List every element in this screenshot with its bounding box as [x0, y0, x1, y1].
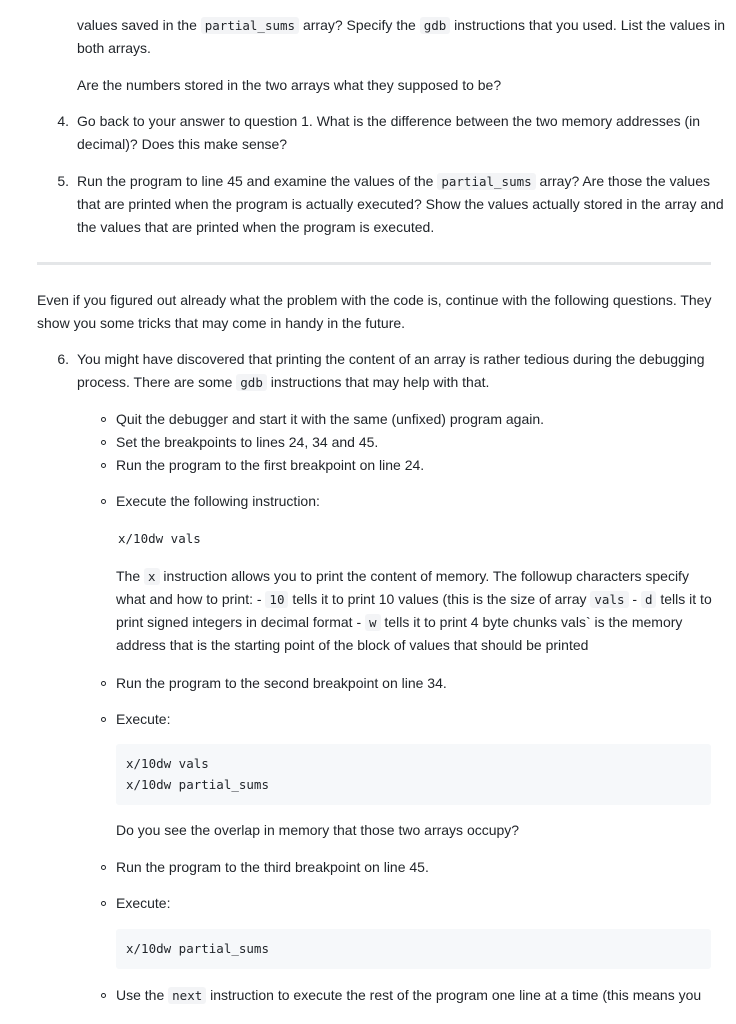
bullet-icon [101, 993, 106, 998]
inline-code: d [641, 591, 657, 608]
step-item: Run the program to the second breakpoint on line 34. [116, 675, 447, 691]
explanation-line: what and how to print: - 10 tells it to print 10 values (this is the size of array vals - d tells it to [116, 591, 712, 607]
question-6-line: process. There are some gdb instructions that may help with that. [77, 374, 490, 390]
horizontal-divider [37, 262, 711, 265]
question-4-line: decimal)? Does this make sense? [77, 136, 288, 152]
step-item: Execute: [116, 895, 171, 911]
intro-line: Even if you figured out already what the problem with the code is, continue with the following questions. They [37, 292, 712, 308]
inline-code: partial_sums [201, 17, 299, 34]
explanation-line: address that is the starting point of the block of values that should be printed [116, 637, 589, 653]
bullet-icon [101, 463, 106, 468]
bullet-icon [101, 417, 106, 422]
list-number: 6. [57, 351, 69, 367]
inline-code: partial_sums [437, 173, 535, 190]
bullet-icon [101, 901, 106, 906]
question-6-line: You might have discovered that printing the content of an array is rather tedious during the debugging [77, 351, 705, 367]
bullet-icon [101, 681, 106, 686]
inline-code: gdb [236, 374, 267, 391]
paragraph-line: values saved in the partial_sums array? Specify the gdb instructions that you used. List the values in [77, 17, 725, 33]
intro-line: show you some tricks that may come in handy in the future. [37, 315, 406, 331]
paragraph-line: Are the numbers stored in the two arrays what they supposed to be? [77, 77, 502, 93]
inline-code: x [144, 568, 160, 585]
question-5-line: that are printed when the program is actually executed? Show the values actually stored in the array and [77, 196, 724, 212]
code-line: x/10dw vals [126, 756, 209, 771]
inline-code: vals [590, 591, 628, 608]
step-item: Set the breakpoints to lines 24, 34 and 45. [116, 434, 379, 450]
bullet-icon [101, 865, 106, 870]
question-5-line: the values that are printed when the program is executed. [77, 219, 435, 235]
step-note: Do you see the overlap in memory that those two arrays occupy? [116, 822, 520, 838]
code-block [116, 929, 711, 969]
bullet-icon [101, 717, 106, 722]
question-4-line: Go back to your answer to question 1. What is the difference between the two memory addresses (in [77, 113, 701, 129]
step-item: Run the program to the first breakpoint on line 24. [116, 457, 425, 473]
explanation-line: The x instruction allows you to print the content of memory. The followup characters specify [116, 568, 689, 584]
explanation-line: print signed integers in decimal format - w tells it to print 4 byte chunks vals` is the memory [116, 614, 683, 630]
step-item: Run the program to the third breakpoint on line 45. [116, 859, 429, 875]
step-item: Use the next instruction to execute the rest of the program one line at a time (this means you [116, 987, 702, 1003]
code-block [116, 744, 711, 805]
list-number: 4. [57, 113, 69, 129]
question-5-line: Run the program to line 45 and examine the values of the partial_sums array? Are those the values [77, 173, 710, 189]
bullet-icon [101, 440, 106, 445]
step-item: Quit the debugger and start it with the same (unfixed) program again. [116, 411, 545, 427]
list-number: 5. [57, 173, 69, 189]
inline-code: next [168, 987, 206, 1004]
code-line: x/10dw partial_sums [126, 777, 269, 792]
inline-code: gdb [420, 17, 451, 34]
inline-code: 10 [265, 591, 288, 608]
code-line: x/10dw vals [118, 531, 201, 546]
paragraph-line: both arrays. [77, 40, 151, 56]
step-item: Execute the following instruction: [116, 493, 320, 509]
bullet-icon [101, 499, 106, 504]
inline-code: w [365, 614, 381, 631]
step-item: Execute: [116, 711, 171, 727]
code-line: x/10dw partial_sums [126, 941, 269, 956]
